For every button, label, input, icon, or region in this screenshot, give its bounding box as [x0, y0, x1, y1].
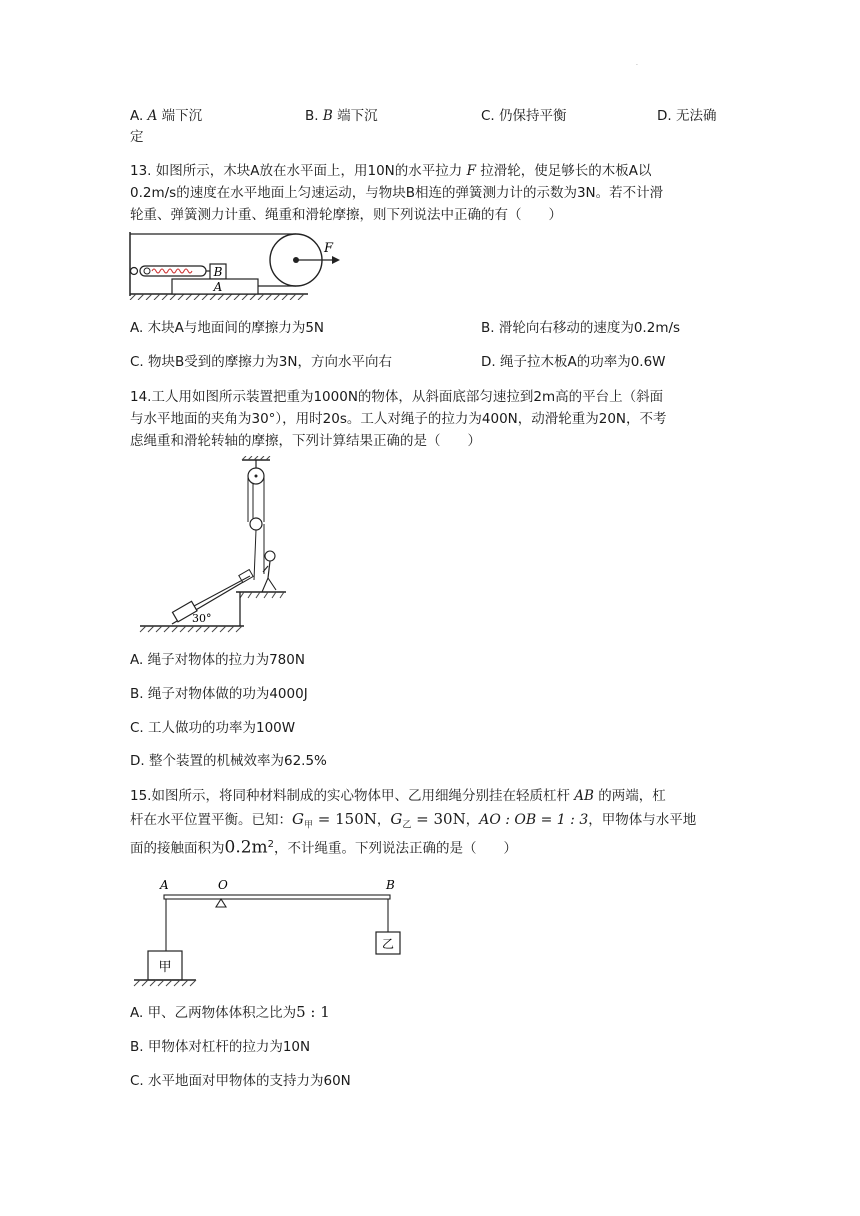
q13-stem-line1-a: 13. 如图所示，木块A放在水平面上，用10N的水平拉力 — [130, 163, 467, 179]
q15-g1-symbol: G — [292, 810, 304, 828]
q15-lever-var: AB — [574, 788, 594, 804]
q15-stem-line3 — [130, 835, 517, 859]
q12-option-d: D. 无法确 — [657, 108, 717, 124]
q15-box-right: 乙 — [381, 937, 395, 951]
q12-option-b-text: 端下沉 — [332, 108, 378, 124]
q15-stem-line2-a: 杆在水平位置平衡。已知： — [130, 812, 292, 828]
q15-area-value: 0.2m — [224, 837, 268, 858]
q15-stem-line1-a: 15.如图所示，将同种材料制成的实心物体甲、乙用细绳分别挂在轻质杠杆 — [130, 788, 575, 804]
q12-option-d-continued: 定 — [130, 129, 144, 145]
q15-ratio: AO : OB = 1 : 3 — [479, 812, 589, 828]
q14-stem-line1: 14.工人用如图所示装置把重为1000N的物体，从斜面底部匀速拉到2m高的平台上（斜面 — [130, 389, 664, 405]
q14-angle-label: 30° — [192, 612, 212, 625]
q13-label-a: A — [213, 280, 223, 294]
q12-option-b-prefix: B. — [305, 108, 323, 124]
q12-option-a-text: 端下沉 — [157, 108, 203, 124]
q14-stem-line2: 与水平地面的夹角为30°），用时20s。工人对绳子的拉力为400N，动滑轮重为20N，不考 — [130, 411, 667, 427]
q12-option-a-prefix: A. — [130, 108, 148, 124]
q15-g2-symbol: G — [390, 810, 403, 828]
q15-stem-line3-a: 面的接触面积为 — [130, 840, 225, 857]
q12-option-a — [130, 106, 202, 126]
q15-stem-line2 — [130, 809, 696, 836]
q13-stem-line3: 轮重、弹簧测力计重、绳重和滑轮摩擦，则下列说法中正确的有（ ） — [130, 207, 562, 223]
q15-option-b: B. 甲物体对杠杆的拉力为10N — [130, 1039, 311, 1055]
q14-stem-line3: 虑绳重和滑轮转轴的摩擦，下列计算结果正确的是（ ） — [130, 433, 481, 449]
q15-label-o: O — [218, 878, 228, 892]
q15-stem-line1-b: 的两端，杠 — [593, 788, 666, 804]
q12-option-a-var: A — [147, 108, 158, 124]
q13-label-b: B — [213, 265, 223, 279]
q13-stem-line1-b: 拉滑轮，使足够长的木板A以 — [475, 163, 652, 179]
q15-figure — [130, 876, 410, 988]
q15-stem-line3-b: ，不计绳重。下列说法正确的是（ ） — [274, 840, 518, 857]
q13-option-b: B. 滑轮向右移动的速度为0.2m/s — [481, 320, 681, 336]
q14-option-d: D. 整个装置的机械效率为62.5% — [130, 753, 327, 769]
q13-force-var: F — [466, 163, 476, 179]
q15-g1-value: = 150N — [313, 810, 377, 828]
q15-option-c: C. 水平地面对甲物体的支持力为60N — [130, 1073, 351, 1089]
q12-option-b-var: B — [322, 108, 333, 124]
page-mark: · — [636, 62, 638, 69]
q12-option-c: C. 仍保持平衡 — [481, 108, 567, 124]
q14-option-c: C. 工人做功的功率为100W — [130, 720, 296, 736]
q15-g2-value: = 30N — [411, 810, 466, 828]
q14-option-a: A. 绳子对物体的拉力为780N — [130, 652, 305, 668]
q13-stem-line1 — [130, 161, 651, 181]
q15-label-b: B — [386, 878, 395, 892]
q15-box-left: 甲 — [158, 960, 172, 975]
q13-figure — [126, 228, 346, 300]
q12-option-b — [305, 106, 378, 126]
q15-g2-subscript: 乙 — [402, 820, 412, 831]
q13-stem-line2: 0.2m/s的速度在水平地面上匀速运动，与物块B相连的弹簧测力计的示数为3N。若不计滑 — [130, 185, 664, 201]
q13-option-d: D. 绳子拉木板A的功率为0.6W — [481, 354, 666, 370]
q15-separator-2: ， — [465, 812, 480, 828]
q15-option-a-text: A. 甲、乙两物体体积之比为 — [130, 1005, 297, 1021]
q15-option-a — [130, 1002, 330, 1023]
q15-area-exponent: 2 — [267, 839, 275, 850]
q13-option-c: C. 物块B受到的摩擦力为3N，方向水平向右 — [130, 354, 392, 370]
q15-stem-line2-b: ，甲物体与水平地 — [588, 812, 697, 828]
q14-figure — [136, 456, 296, 634]
q15-label-a: A — [160, 878, 169, 892]
q15-g1-subscript: 甲 — [303, 820, 313, 831]
q15-stem-line1 — [130, 786, 666, 806]
q13-label-f: F — [324, 241, 334, 256]
q15-separator-1: ， — [376, 812, 391, 828]
q13-option-a: A. 木块A与地面间的摩擦力为5N — [130, 320, 325, 336]
q14-option-b: B. 绳子对物体做的功为4000J — [130, 686, 308, 702]
q15-option-a-value: 5 : 1 — [296, 1003, 330, 1021]
